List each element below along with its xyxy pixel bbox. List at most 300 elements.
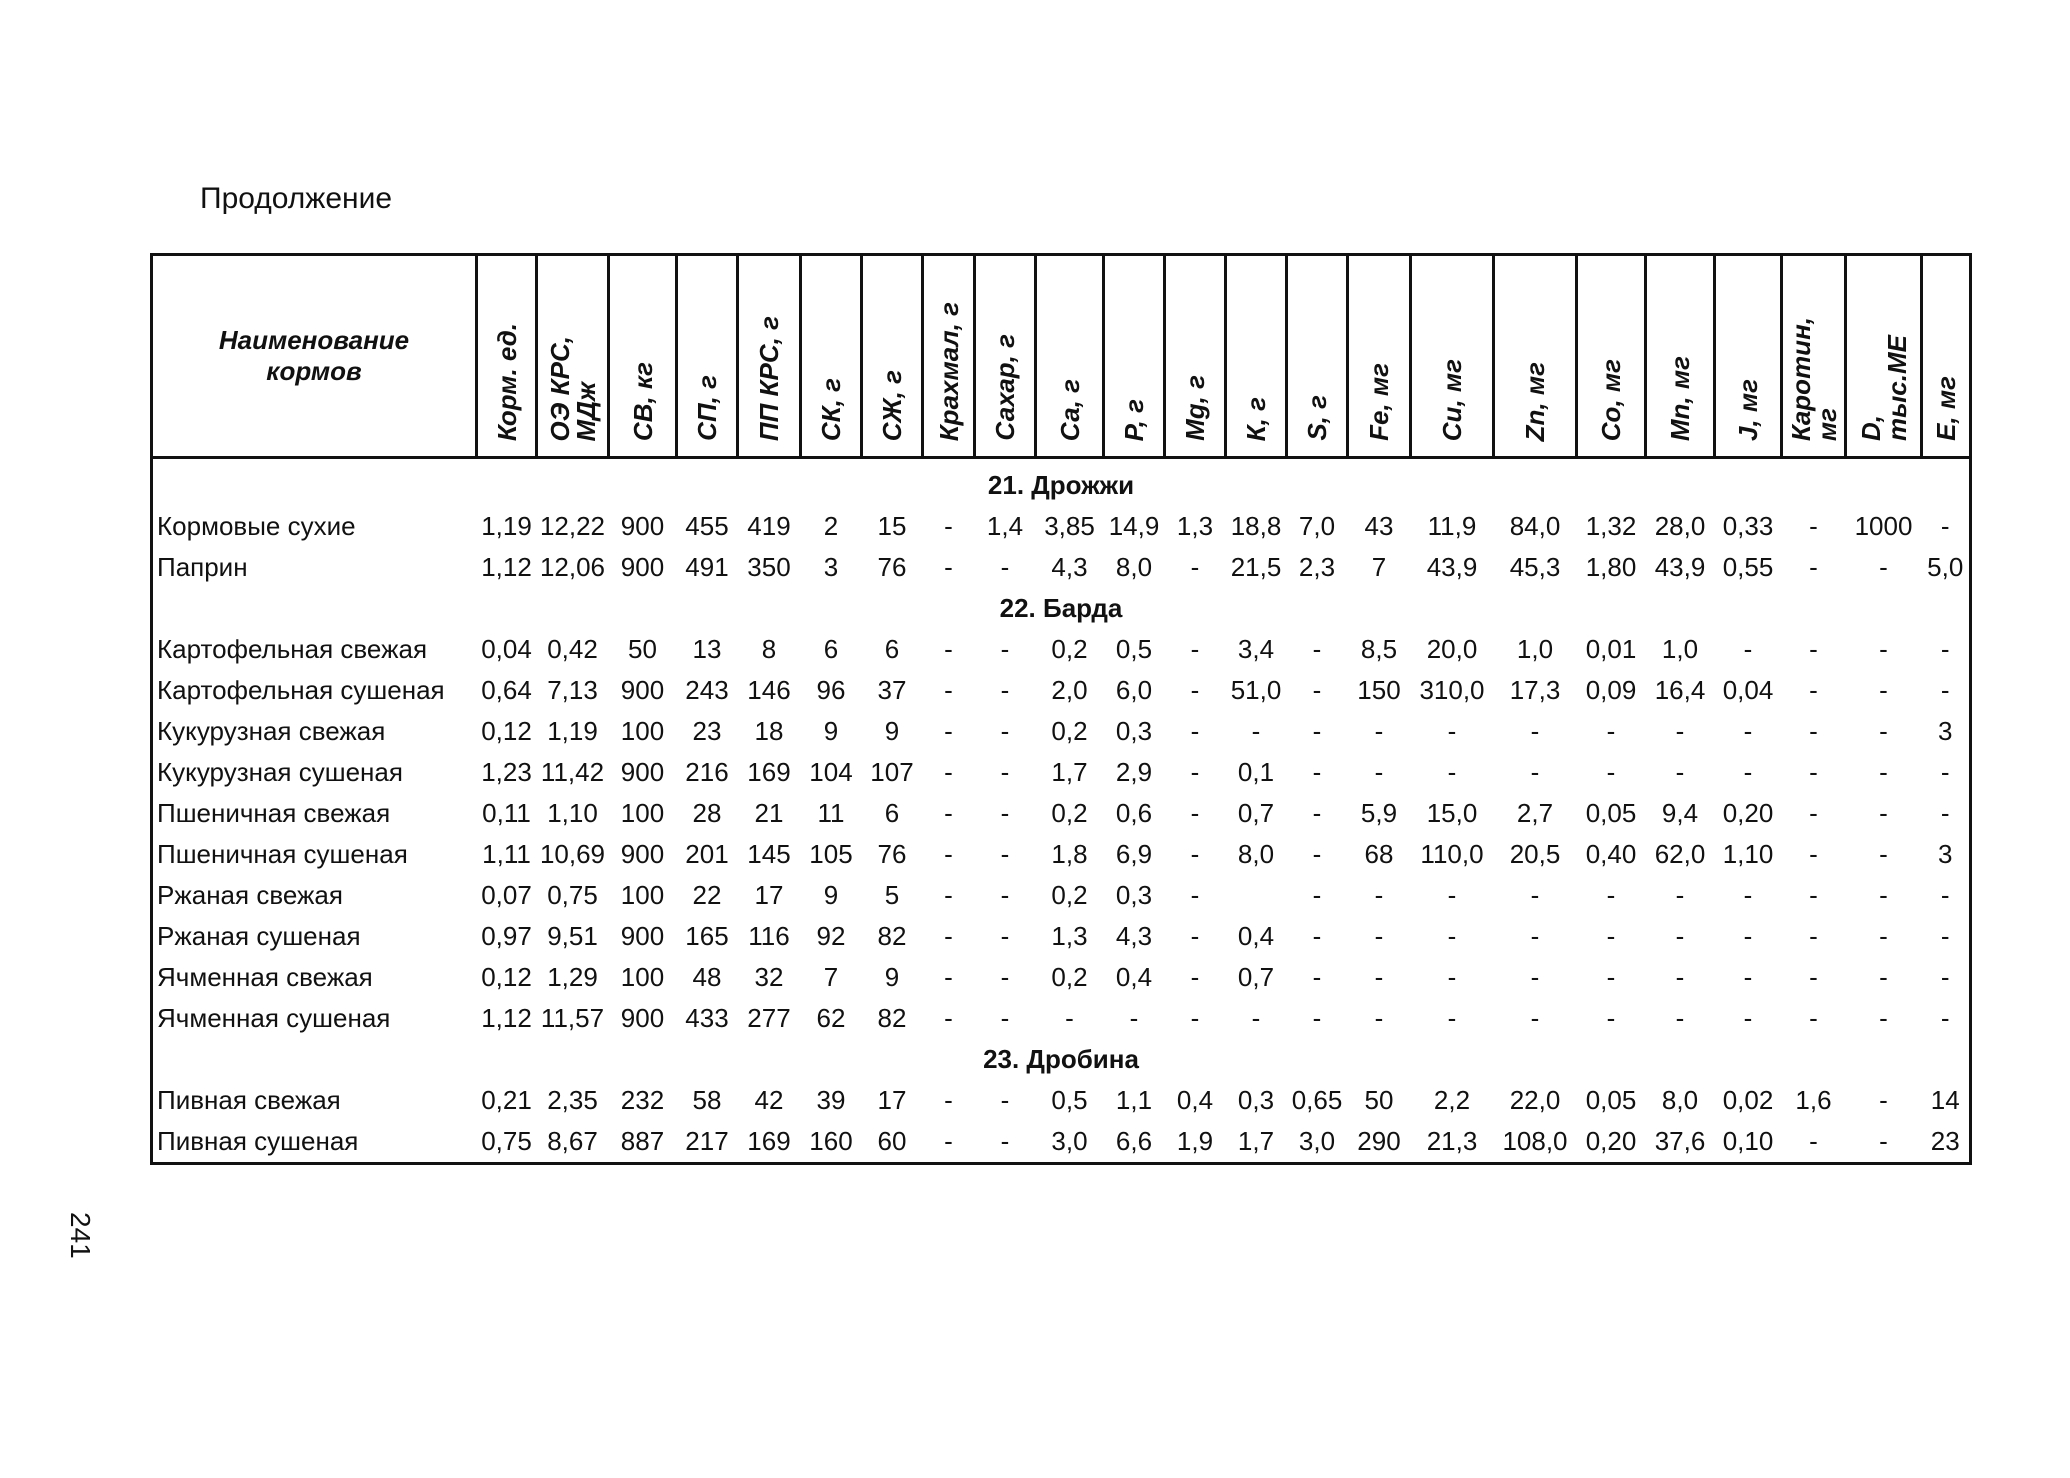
- table-cell: -: [1000, 757, 1010, 787]
- table-cell: -: [1809, 757, 1818, 787]
- table-cell: -: [1374, 1003, 1384, 1033]
- table-cell: 6,0: [1115, 675, 1153, 705]
- table-cell: 0,64: [481, 675, 532, 705]
- column-header-label: [933, 301, 964, 441]
- feed-name: Кормовые сухие: [157, 511, 356, 541]
- table-cell: 18: [754, 716, 784, 746]
- table-cell: 310,0: [1419, 675, 1485, 705]
- table-cell: -: [1675, 880, 1685, 910]
- table-cell: -: [1000, 798, 1010, 828]
- table-cell: -: [1879, 962, 1888, 992]
- section-row: [152, 458, 1971, 507]
- table-cell: -: [1879, 634, 1888, 664]
- table-cell: 3,0: [1051, 1126, 1088, 1156]
- table-cell: -: [1809, 511, 1818, 541]
- table-cell: 1,8: [1051, 839, 1088, 869]
- table-cell: 217: [685, 1126, 729, 1156]
- table-cell: 3,0: [1298, 1126, 1336, 1156]
- table-cell: -: [1809, 1003, 1818, 1033]
- table-cell: -: [1000, 716, 1010, 746]
- table-cell: 0,2: [1051, 962, 1088, 992]
- table-cell: -: [944, 552, 953, 582]
- table-cell: 14: [1930, 1085, 1960, 1115]
- table-cell: 0,4: [1176, 1085, 1214, 1115]
- column-header-label-line: Корм. ед.: [491, 322, 522, 441]
- table-cell: 22: [692, 880, 722, 910]
- table-row: [152, 957, 1971, 998]
- column-header: [1782, 255, 1846, 458]
- table-cell: -: [944, 962, 953, 992]
- table-cell: -: [1879, 552, 1888, 582]
- table-cell: -: [1879, 1126, 1888, 1156]
- feed-name: Картофельная сушеная: [157, 675, 445, 705]
- table-cell: 0,05: [1585, 1085, 1637, 1115]
- column-header-label-line: Сахар, г: [990, 334, 1020, 441]
- table-cell: 11,42: [540, 757, 605, 787]
- table-cell: -: [944, 1126, 953, 1156]
- table-cell: 290: [1357, 1126, 1401, 1156]
- table-cell: 165: [685, 921, 729, 951]
- table-cell: 62,0: [1654, 839, 1706, 869]
- table-cell: 2,7: [1516, 798, 1554, 828]
- table-cell: -: [944, 675, 953, 705]
- table-cell: -: [1809, 1126, 1818, 1156]
- table-cell: 0,2: [1051, 634, 1088, 664]
- column-header-label: [1182, 375, 1208, 441]
- table-cell: 18,8: [1230, 511, 1282, 541]
- table-cell: 14,9: [1108, 511, 1160, 541]
- table-cell: 15,0: [1426, 798, 1478, 828]
- column-header-label-line: Mg, г: [1180, 375, 1210, 441]
- table-cell: 2,0: [1051, 675, 1088, 705]
- table-cell: -: [944, 798, 953, 828]
- table-cell: 100: [620, 880, 665, 910]
- table-cell: -: [1312, 839, 1322, 869]
- table-cell: 0,05: [1585, 798, 1637, 828]
- table-cell: 169: [747, 1126, 791, 1156]
- table-cell: 37: [877, 675, 907, 705]
- table-cell: 0,75: [547, 880, 598, 910]
- table-cell: 0,12: [481, 716, 532, 746]
- column-header-label: [1598, 359, 1624, 441]
- table-cell: -: [1879, 1003, 1888, 1033]
- table-header-row: [152, 255, 1971, 458]
- table-cell: 15: [877, 511, 907, 541]
- table-cell: 0,40: [1585, 839, 1637, 869]
- column-header-label-line: мг: [1811, 407, 1842, 441]
- table-cell: 1,23: [481, 757, 532, 787]
- table-row: [152, 752, 1971, 793]
- table-cell: 20,0: [1426, 634, 1478, 664]
- column-header-label-line: Fe, мг: [1364, 363, 1394, 441]
- table-cell: 0,07: [481, 880, 532, 910]
- table-cell: -: [1190, 675, 1200, 705]
- table-cell: 8,0: [1237, 839, 1275, 869]
- table-cell: 8,0: [1115, 552, 1153, 582]
- column-header-label: [544, 335, 601, 441]
- table-cell: 0,97: [481, 921, 532, 951]
- table-cell: -: [1940, 962, 1950, 992]
- table-cell: 145: [747, 839, 791, 869]
- table-cell: 1,6: [1795, 1085, 1832, 1115]
- column-header-label: [1054, 378, 1085, 441]
- column-header: [1715, 255, 1782, 458]
- table-cell: 0,2: [1051, 880, 1088, 910]
- table-cell: 7: [1371, 552, 1387, 582]
- column-header-label: [1439, 359, 1465, 441]
- table-cell: 22,0: [1509, 1085, 1561, 1115]
- table-cell: -: [1000, 552, 1010, 582]
- table-cell: 5,0: [1927, 552, 1964, 582]
- column-header-label-line: тыс.МЕ: [1881, 334, 1912, 441]
- section-title: 22. Барда: [999, 593, 1123, 623]
- table-cell: -: [1312, 675, 1322, 705]
- table-cell: 100: [620, 962, 665, 992]
- table-cell: 277: [747, 1003, 791, 1033]
- table-cell: 1,80: [1585, 552, 1637, 582]
- table-cell: -: [1312, 962, 1322, 992]
- table-cell: 0,65: [1291, 1085, 1343, 1115]
- table-cell: -: [1809, 552, 1818, 582]
- table-cell: -: [944, 716, 953, 746]
- table-cell: 60: [877, 1126, 907, 1156]
- column-header-label: [1366, 363, 1392, 441]
- feed-name-header: [152, 255, 477, 458]
- table-cell: -: [1809, 716, 1818, 746]
- table-cell: -: [1809, 880, 1818, 910]
- table-cell: 100: [620, 798, 665, 828]
- table-cell: 3: [1938, 716, 1953, 746]
- table-cell: 169: [747, 757, 791, 787]
- table-cell: 455: [685, 511, 729, 541]
- table-cell: -: [1606, 757, 1616, 787]
- column-header-label-line: ПП КРС, г: [754, 315, 784, 441]
- table-cell: -: [1251, 716, 1261, 746]
- table-cell: 1000: [1854, 511, 1913, 541]
- table-cell: 216: [685, 757, 729, 787]
- table-cell: -: [1000, 1085, 1010, 1115]
- table-cell: 17: [877, 1085, 907, 1115]
- table-cell: 350: [747, 552, 791, 582]
- table-cell: 100: [620, 716, 665, 746]
- table-cell: -: [1447, 1003, 1457, 1033]
- column-header-label-line: Р, г: [1119, 398, 1149, 441]
- table-cell: -: [1530, 880, 1540, 910]
- table-cell: -: [1940, 1003, 1950, 1033]
- table-cell: 900: [620, 552, 665, 582]
- column-header-label-line: Zn, мг: [1520, 361, 1550, 441]
- table-cell: 1,12: [481, 1003, 532, 1033]
- table-cell: -: [1065, 1003, 1074, 1033]
- table-cell: 0,01: [1585, 634, 1637, 664]
- table-cell: 11,57: [540, 1003, 605, 1033]
- table-cell: -: [1743, 716, 1753, 746]
- table-cell: -: [1606, 880, 1616, 910]
- table-cell: 21,5: [1230, 552, 1282, 582]
- table-cell: -: [1190, 839, 1200, 869]
- table-cell: -: [1879, 880, 1888, 910]
- table-cell: 7: [823, 962, 839, 992]
- table-cell: 43: [1364, 511, 1394, 541]
- table-cell: -: [1312, 880, 1322, 910]
- table-cell: -: [944, 1085, 953, 1115]
- table-cell: 21: [754, 798, 784, 828]
- table-cell: 2,3: [1298, 552, 1336, 582]
- table-cell: -: [1675, 716, 1685, 746]
- table-cell: 5,9: [1360, 798, 1398, 828]
- table-cell: -: [1530, 1003, 1540, 1033]
- table-cell: 0,12: [481, 962, 532, 992]
- table-cell: 9: [884, 962, 900, 992]
- section-row: [152, 1039, 1971, 1080]
- table-cell: 28,0: [1654, 511, 1706, 541]
- column-header-label-line: Крахмал, г: [933, 301, 964, 441]
- table-cell: -: [1940, 634, 1950, 664]
- feed-name-header-line-1: Наименование: [218, 325, 410, 355]
- table-cell: 900: [620, 757, 665, 787]
- table-cell: 0,1: [1237, 757, 1275, 787]
- table-cell: 0,55: [1722, 552, 1774, 582]
- table-cell: 491: [685, 552, 729, 582]
- feed-name: Ржаная свежая: [157, 880, 343, 910]
- table-cell: 0,10: [1722, 1126, 1774, 1156]
- feed-name: Кукурузная свежая: [157, 716, 386, 746]
- table-cell: -: [1000, 1126, 1010, 1156]
- table-cell: 116: [748, 921, 790, 951]
- table-cell: 6,9: [1115, 839, 1153, 869]
- table-cell: -: [944, 511, 953, 541]
- table-cell: 17: [754, 880, 784, 910]
- table-cell: -: [1809, 962, 1818, 992]
- table-cell: -: [1312, 1003, 1322, 1033]
- table-row: [152, 834, 1971, 875]
- table-cell: 2: [823, 511, 839, 541]
- table-cell: -: [1190, 634, 1200, 664]
- table-cell: 1,1: [1115, 1085, 1153, 1115]
- table-cell: -: [1312, 921, 1322, 951]
- column-header: [1104, 255, 1165, 458]
- column-header-label: [694, 375, 720, 441]
- table-cell: -: [1606, 1003, 1616, 1033]
- table-cell: -: [1879, 798, 1888, 828]
- table-cell: -: [1675, 1003, 1685, 1033]
- table-cell: 11: [817, 798, 845, 828]
- table-cell: -: [1879, 675, 1888, 705]
- feed-composition-table: [150, 253, 1972, 1165]
- table-cell: -: [1129, 1003, 1139, 1033]
- feed-name: Ячменная сушеная: [157, 1003, 391, 1033]
- table-cell: 1,7: [1051, 757, 1088, 787]
- table-cell: -: [1190, 552, 1200, 582]
- column-header-label: [1855, 334, 1912, 441]
- table-cell: -: [1000, 880, 1010, 910]
- column-header-label: [992, 334, 1018, 441]
- column-header-label: [627, 361, 658, 441]
- table-cell: 1,3: [1051, 921, 1088, 951]
- table-cell: 105: [809, 839, 853, 869]
- feed-name: Пивная сушеная: [157, 1126, 359, 1156]
- table-cell: 1,4: [986, 511, 1024, 541]
- table-cell: -: [1743, 921, 1753, 951]
- table-cell: 51,0: [1230, 675, 1282, 705]
- table-cell: 43,9: [1426, 552, 1478, 582]
- column-header: [1287, 255, 1348, 458]
- table-cell: 82: [877, 921, 907, 951]
- table-cell: 107: [870, 757, 914, 787]
- table-cell: 0,09: [1585, 675, 1637, 705]
- table-cell: 5: [884, 880, 900, 910]
- table-cell: 9: [884, 716, 900, 746]
- table-row: [152, 670, 1971, 711]
- column-header-label-line: К, г: [1241, 396, 1271, 441]
- table-cell: -: [1190, 798, 1200, 828]
- table-cell: -: [1743, 962, 1753, 992]
- column-header: [801, 255, 862, 458]
- column-header-label: [818, 378, 844, 441]
- table-cell: 900: [620, 1003, 665, 1033]
- table-cell: 887: [620, 1126, 665, 1156]
- table-cell: -: [1743, 634, 1753, 664]
- column-header: [1922, 255, 1971, 458]
- table-cell: 9: [823, 716, 839, 746]
- column-header: [1494, 255, 1577, 458]
- table-cell: 13: [692, 634, 722, 664]
- table-cell: 28: [692, 798, 722, 828]
- table-cell: 11,9: [1427, 511, 1477, 541]
- column-header: [738, 255, 801, 458]
- table-cell: 62: [816, 1003, 846, 1033]
- table-cell: 1,19: [481, 511, 532, 541]
- column-header-label-line: Е, мг: [1931, 376, 1961, 441]
- table-cell: 0,21: [481, 1085, 532, 1115]
- table-cell: 1,0: [1516, 634, 1554, 664]
- table-cell: 1,7: [1237, 1126, 1275, 1156]
- table-cell: 6: [884, 634, 900, 664]
- table-cell: 2,35: [547, 1085, 598, 1115]
- column-header-label: [491, 322, 522, 441]
- table-cell: 0,3: [1115, 716, 1153, 746]
- column-header-label: [1304, 395, 1330, 441]
- table-cell: 0,7: [1237, 962, 1275, 992]
- column-header: [1226, 255, 1287, 458]
- table-cell: -: [1879, 716, 1888, 746]
- column-header-label-line: МДж: [570, 381, 601, 441]
- table-cell: 0,04: [481, 634, 532, 664]
- table-cell: 9: [823, 880, 839, 910]
- table-cell: 8,5: [1360, 634, 1398, 664]
- table-cell: -: [1879, 839, 1888, 869]
- table-cell: -: [1879, 757, 1888, 787]
- table-cell: 43,9: [1654, 552, 1706, 582]
- table-cell: 45,3: [1509, 552, 1561, 582]
- column-header: [862, 255, 923, 458]
- table-cell: 1,10: [1722, 839, 1774, 869]
- section-title: 23. Дробина: [983, 1044, 1139, 1074]
- column-header: [609, 255, 677, 458]
- table-cell: -: [1809, 675, 1818, 705]
- table-cell: 1,10: [547, 798, 598, 828]
- column-header: [1348, 255, 1411, 458]
- table-cell: 0,6: [1115, 798, 1153, 828]
- column-header-label: [879, 370, 905, 441]
- table-cell: 12,06: [539, 552, 606, 582]
- column-header-label: [756, 316, 782, 441]
- table-cell: 32: [754, 962, 784, 992]
- table-cell: -: [1530, 716, 1540, 746]
- table-cell: 0,2: [1051, 798, 1088, 828]
- table-cell: -: [1374, 757, 1384, 787]
- column-header-label: [1522, 362, 1548, 441]
- table-cell: 3,4: [1237, 634, 1275, 664]
- feed-name: Ячменная свежая: [157, 962, 373, 992]
- column-header: [975, 255, 1036, 458]
- table-cell: 8,67: [547, 1126, 598, 1156]
- table-cell: 50: [1364, 1085, 1394, 1115]
- table-cell: 17,3: [1509, 675, 1561, 705]
- table-cell: -: [1879, 921, 1888, 951]
- table-cell: -: [1606, 962, 1616, 992]
- table-cell: 0,75: [481, 1126, 532, 1156]
- table-cell: 12,22: [539, 511, 606, 541]
- table-cell: -: [1190, 880, 1200, 910]
- table-cell: -: [1000, 675, 1010, 705]
- column-header-label: [1121, 399, 1147, 441]
- table-cell: 76: [877, 839, 907, 869]
- table-cell: -: [1000, 634, 1010, 664]
- table-cell: -: [1312, 716, 1322, 746]
- table-cell: -: [1809, 921, 1818, 951]
- table-cell: 1,19: [547, 716, 598, 746]
- column-header: [1165, 255, 1226, 458]
- column-header-label-line: Са, г: [1054, 378, 1085, 441]
- column-header: [1411, 255, 1494, 458]
- table-row: [152, 793, 1971, 834]
- table-cell: 2,2: [1433, 1085, 1471, 1115]
- table-cell: -: [1743, 757, 1753, 787]
- table-cell: -: [1940, 675, 1950, 705]
- table-cell: -: [944, 880, 953, 910]
- table-cell: 160: [809, 1126, 853, 1156]
- column-header-label-line: Со, мг: [1596, 358, 1626, 441]
- table-cell: 68: [1364, 839, 1394, 869]
- table-cell: -: [1940, 921, 1950, 951]
- section-title: 21. Дрожжи: [987, 470, 1135, 500]
- table-cell: -: [1190, 921, 1200, 951]
- table-cell: 3: [1938, 839, 1953, 869]
- table-row: [152, 1080, 1971, 1121]
- table-cell: 0,5: [1051, 1085, 1088, 1115]
- table-cell: -: [1312, 634, 1322, 664]
- table-cell: -: [1190, 1003, 1200, 1033]
- table-cell: -: [944, 757, 953, 787]
- column-header: [1577, 255, 1646, 458]
- table-cell: 146: [747, 675, 791, 705]
- page-caption: Продолжение: [200, 182, 393, 215]
- table-cell: 0,7: [1237, 798, 1275, 828]
- table-cell: 900: [620, 839, 665, 869]
- table-cell: 9,51: [547, 921, 598, 951]
- column-header: [1646, 255, 1715, 458]
- table-cell: 1,29: [547, 962, 598, 992]
- table-cell: 48: [692, 962, 722, 992]
- table-cell: [1226, 875, 1287, 916]
- table-cell: 433: [685, 1003, 729, 1033]
- column-header-label-line: СК, г: [816, 377, 846, 441]
- column-header: [1846, 255, 1922, 458]
- table-row: [152, 547, 1971, 588]
- table-cell: 42: [754, 1085, 784, 1115]
- table-cell: -: [1447, 716, 1457, 746]
